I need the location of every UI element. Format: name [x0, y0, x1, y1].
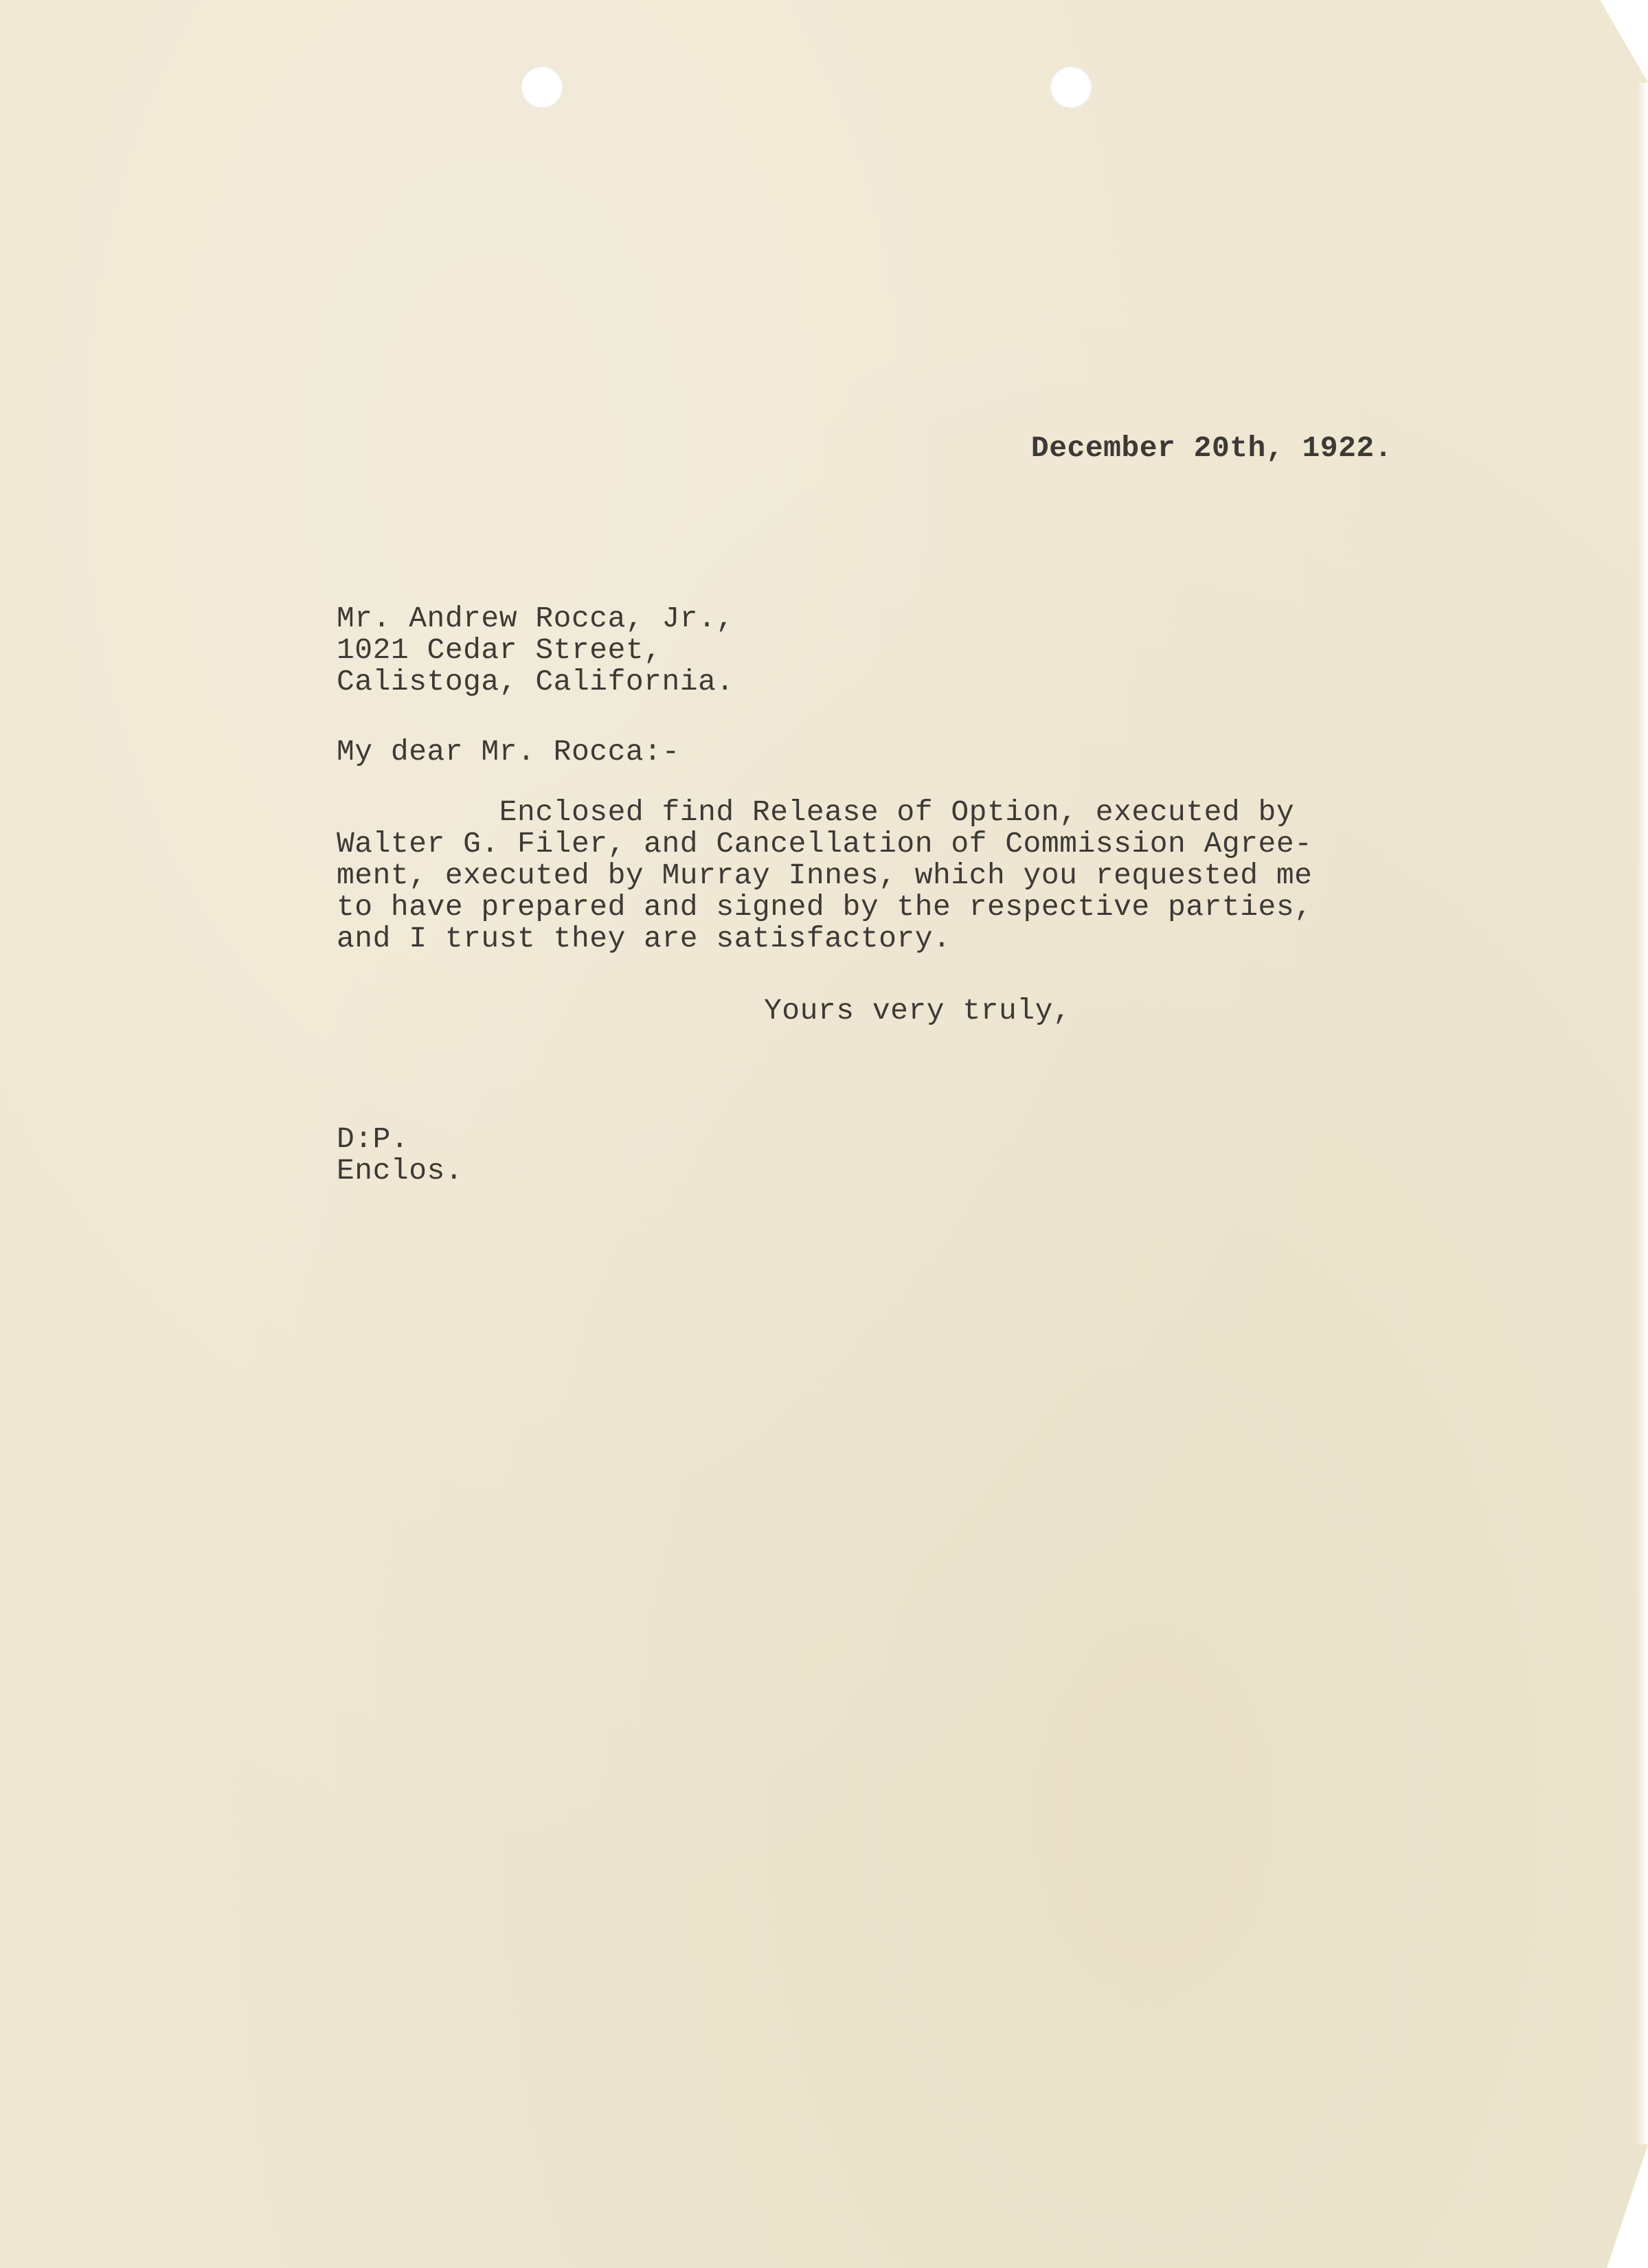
letter-body	[337, 797, 1408, 955]
body-line: to have prepared and signed by the respective parties,	[337, 890, 1313, 924]
body-line: Enclosed find Release of Option, executed by	[337, 795, 1295, 829]
recipient-street: 1021 Cedar Street,	[337, 633, 662, 667]
reference-initials	[337, 1124, 463, 1187]
enclosure-note: Enclos.	[337, 1154, 464, 1188]
letter-date: December 20th, 1922.	[1030, 431, 1392, 465]
recipient-city: Calistoga, California.	[337, 665, 734, 699]
recipient-name: Mr. Andrew Rocca, Jr.,	[337, 602, 734, 635]
body-line: Walter G. Filer, and Cancellation of Commission Agree-	[337, 827, 1313, 861]
body-line: ment, executed by Murray Innes, which you requested me	[337, 859, 1313, 892]
typist-initials: D:P.	[337, 1122, 409, 1156]
salutation: My dear Mr. Rocca:-	[337, 735, 680, 769]
body-line: and I trust they are satisfactory.	[337, 922, 951, 955]
recipient-address	[337, 603, 734, 698]
closing: Yours very truly,	[764, 994, 1072, 1028]
